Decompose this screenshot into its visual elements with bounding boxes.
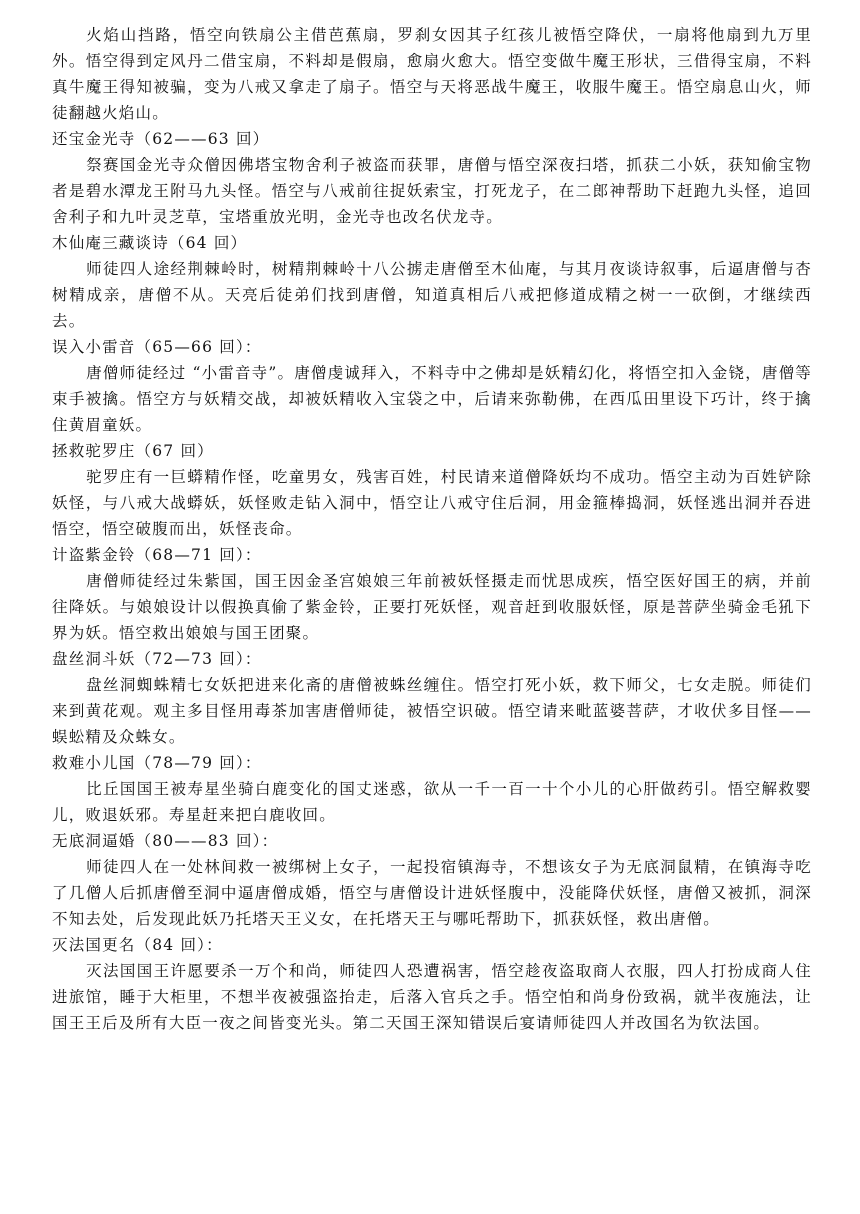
- document-body: [52, 22, 812, 1036]
- paragraph-dharma-destroying-kingdom: 灭法国国王许愿要杀一万个和尚，师徒四人恐遭祸害，悟空趁夜盗取商人衣服，四人打扮成商人住进旅馆，睡于大柜里，不想半夜被强盗抬走，后落入官兵之手。悟空怕和尚身份致祸，就半夜施法，让国王王后及所有大臣一夜之间皆变光头。第二天国王深知错误后宴请师徒四人并改国名为钦法国。: [52, 962, 812, 1032]
- paragraph-wood-immortal-hermitage: 师徒四人途经荆棘岭时，树精荆棘岭十八公掳走唐僧至木仙庵，与其月夜谈诗叙事，后逼唐僧与杏树精成亲，唐僧不从。天亮后徒弟们找到唐僧，知道真相后八戒把修道成精之树一一砍倒，才继续西去。: [52, 260, 812, 330]
- heading-lesser-thunderclap: 误入小雷音（65—66 回）：: [52, 338, 262, 356]
- heading-silk-cave: 盘丝洞斗妖（72—73 回）：: [52, 650, 262, 668]
- heading-wood-immortal-hermitage: 木仙庵三藏谈诗（64 回）: [52, 234, 248, 252]
- paragraph-bottomless-cave: 师徒四人在一处林间救一被绑树上女子，一起投宿镇海寺，不想该女子为无底洞鼠精，在镇海寺吃了几僧人后抓唐僧至洞中逼唐僧成婚，悟空与唐僧设计进妖怪腹中，没能降伏妖怪，唐僧又被抓，洞深不知去处，后发现此妖乃托塔天王义女，在托塔天王与哪吒帮助下，抓获妖怪，救出唐僧。: [52, 858, 812, 928]
- paragraph-purple-gold-bells: 唐僧师徒经过朱紫国，国王因金圣宫娘娘三年前被妖怪摄走而忧思成疾，悟空医好国王的病，并前往降妖。与娘娘设计以假换真偷了紫金铃，正要打死妖怪，观音赶到收服妖怪，原是菩萨坐骑金毛犼下界为妖。悟空救出娘娘与国王团聚。: [52, 572, 812, 642]
- paragraph-children-rescue: 比丘国国王被寿星坐骑白鹿变化的国丈迷惑，欲从一千一百一十个小儿的心肝做药引。悟空解救婴儿，败退妖邪。寿星赶来把白鹿收回。: [52, 780, 812, 824]
- paragraph-lesser-thunderclap: 唐僧师徒经过 “小雷音寺”。唐僧虔诚拜入，不料寺中之佛却是妖精幻化，将悟空扣入金铙，唐僧等束手被擒。悟空方与妖精交战，却被妖精收入宝袋之中，后请来弥勒佛，在西瓜田里设下巧计，终于擒住黄眉童妖。: [52, 364, 812, 434]
- paragraph-tuoluo-village: 驼罗庄有一巨蟒精作怪，吃童男女，残害百姓，村民请来道僧降妖均不成功。悟空主动为百姓铲除妖怪，与八戒大战蟒妖，妖怪败走钻入洞中，悟空让八戒守住后洞，用金箍棒捣洞，妖怪逃出洞并吞进悟空，悟空破腹而出，妖怪丧命。: [52, 468, 812, 538]
- heading-dharma-destroying-kingdom: 灭法国更名（84 回）：: [52, 936, 223, 954]
- paragraph-golden-light-temple: 祭赛国金光寺众僧因佛塔宝物舍利子被盗而获罪，唐僧与悟空深夜扫塔，抓获二小妖，获知偷宝物者是碧水潭龙王附马九头怪。悟空与八戒前往捉妖索宝，打死龙子，在二郎神帮助下赶跑九头怪，追回舍利子和九叶灵芝草，宝塔重放光明，金光寺也改名伏龙寺。: [52, 156, 812, 226]
- heading-golden-light-temple: 还宝金光寺（62——63 回）: [52, 130, 270, 148]
- paragraph-silk-cave: 盘丝洞蜘蛛精七女妖把进来化斋的唐僧被蛛丝缠住。悟空打死小妖，救下师父，七女走脱。师徒们来到黄花观。观主多目怪用毒茶加害唐僧师徒，被悟空识破。悟空请来毗蓝婆菩萨，才收伏多目怪——蜈蚣精及众蛛女。: [52, 676, 812, 746]
- paragraph-flaming-mountain: 火焰山挡路，悟空向铁扇公主借芭蕉扇，罗刹女因其子红孩儿被悟空降伏，一扇将他扇到九万里外。悟空得到定风丹二借宝扇，不料却是假扇，愈扇火愈大。悟空变做牛魔王形状，三借得宝扇，不料真牛魔王得知被骗，变为八戒又拿走了扇子。悟空与天将恶战牛魔王，收服牛魔王。悟空扇息山火，师徒翻越火焰山。: [52, 26, 812, 122]
- heading-tuoluo-village: 拯救驼罗庄（67 回）: [52, 442, 214, 460]
- heading-bottomless-cave: 无底洞逼婚（80——83 回）：: [52, 832, 279, 850]
- heading-children-rescue: 救难小儿国（78—79 回）：: [52, 754, 262, 772]
- heading-purple-gold-bells: 计盗紫金铃（68—71 回）：: [52, 546, 262, 564]
